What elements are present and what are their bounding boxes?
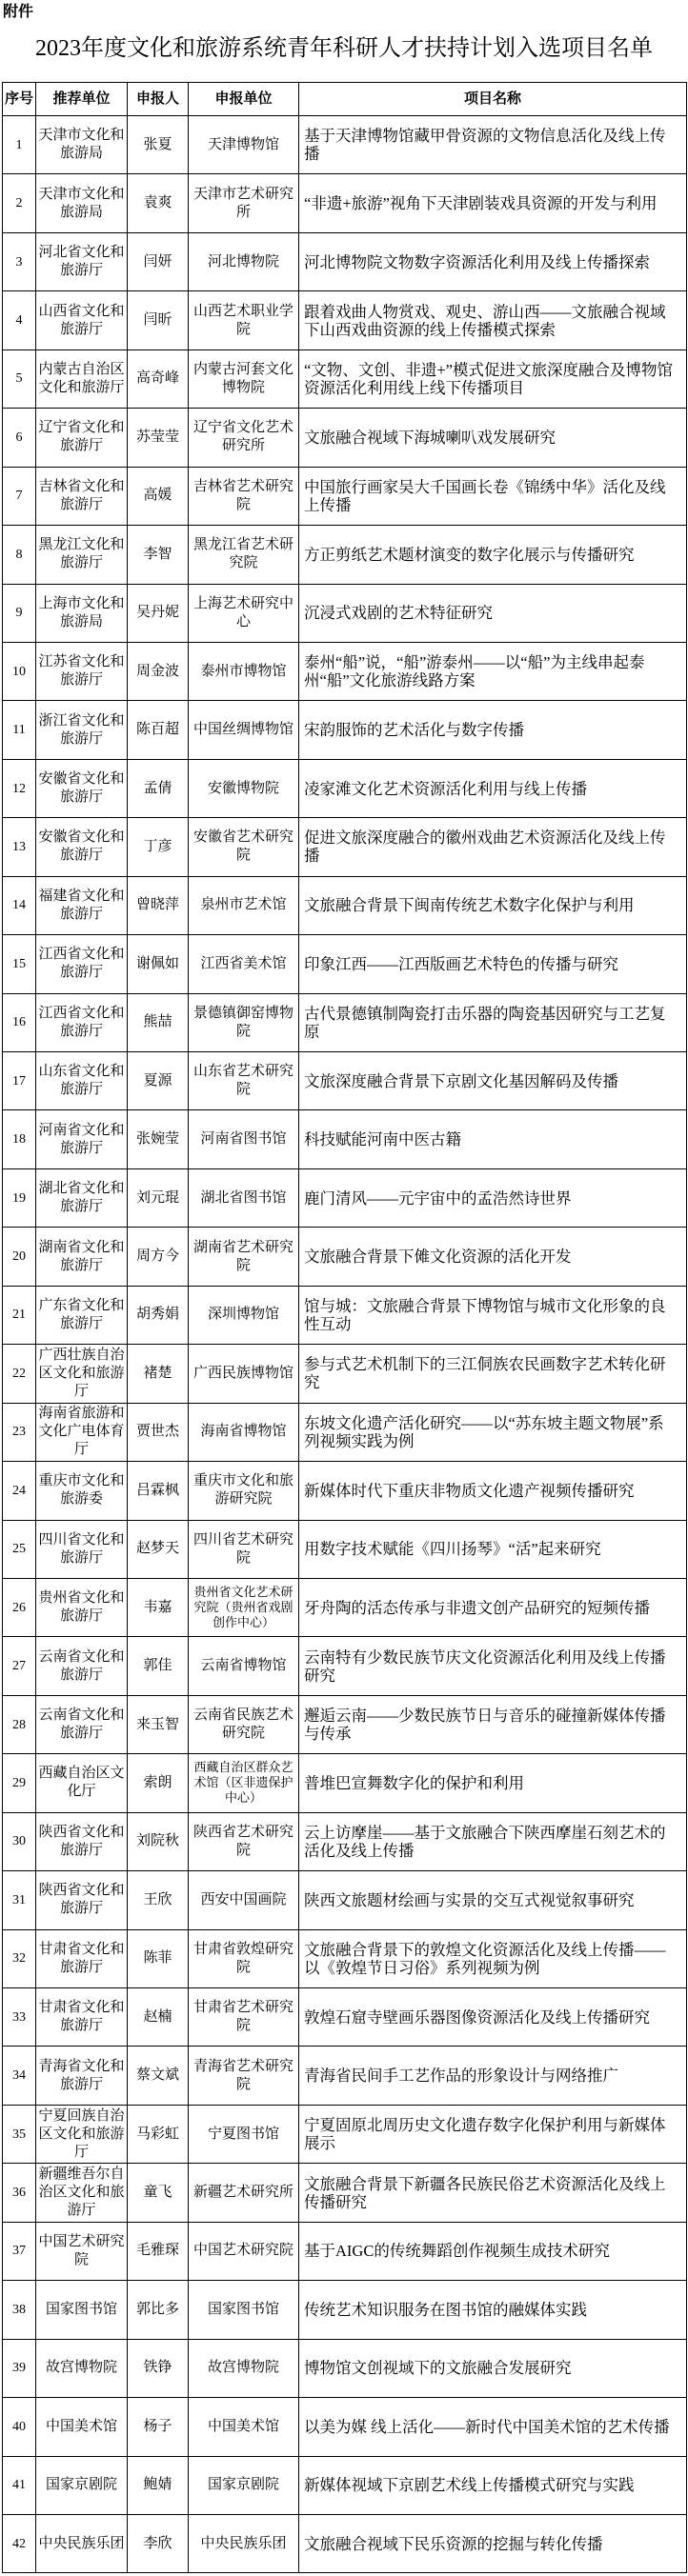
recommender-cell: 湖南省文化和旅游厅 [36, 1228, 128, 1286]
recommender-cell: 辽宁省文化和旅游厅 [36, 409, 128, 467]
applicant-cell: 刘元琨 [128, 1169, 189, 1228]
table-row [3, 2047, 687, 2105]
table-row [3, 1521, 687, 1579]
project-name-cell: 跟着戏曲人物赏戏、观史、游山西——文旅融合视域下山西戏曲资源的线上传播模式探索 [299, 291, 687, 349]
index-cell: 11 [3, 701, 36, 759]
applicant-cell: 杨子 [128, 2398, 189, 2456]
index-cell: 15 [3, 935, 36, 993]
applicant-unit-cell: 天津博物馆 [189, 116, 299, 174]
recommender-cell: 湖北省文化和旅游厅 [36, 1169, 128, 1228]
index-cell: 18 [3, 1110, 36, 1168]
project-name-cell: 馆与城：文旅融合背景下博物馆与城市文化形象的良性互动 [299, 1287, 687, 1345]
recommender-cell: 海南省旅游和文化广电体育厅 [36, 1404, 128, 1462]
recommender-cell: 河北省文化和旅游厅 [36, 233, 128, 291]
table-row [3, 2398, 687, 2456]
recommender-cell: 贵州省文化和旅游厅 [36, 1579, 128, 1637]
table-row [3, 1754, 687, 1812]
recommender-cell: 山西省文化和旅游厅 [36, 291, 128, 349]
applicant-cell: 郭比多 [128, 2281, 189, 2339]
index-cell: 40 [3, 2398, 36, 2456]
applicant-unit-cell: 国家图书馆 [189, 2281, 299, 2339]
applicant-cell: 夏源 [128, 1052, 189, 1110]
applicant-cell: 张夏 [128, 116, 189, 174]
recommender-cell: 中国美术馆 [36, 2398, 128, 2456]
table-row [3, 1813, 687, 1871]
table-row [3, 1988, 687, 2047]
project-name-cell: 凌家滩文化艺术资源活化利用与线上传播 [299, 760, 687, 818]
applicant-cell: 来玉智 [128, 1696, 189, 1754]
recommender-cell: 国家图书馆 [36, 2281, 128, 2339]
project-name-cell: 文旅深度融合背景下京剧文化基因解码及传播 [299, 1052, 687, 1110]
applicant-unit-cell: 西安中国画院 [189, 1871, 299, 1929]
recommender-cell: 宁夏回族自治区文化和旅游厅 [36, 2106, 128, 2164]
applicant-unit-cell: 内蒙古河套文化博物院 [189, 350, 299, 409]
project-name-cell: 博物馆文创视域下的文旅融合发展研究 [299, 2340, 687, 2398]
project-name-cell: 河北博物院文物数字资源活化利用及线上传播探索 [299, 233, 687, 291]
table-row [3, 2340, 687, 2398]
project-name-cell: 陕西文旅题材绘画与实景的交互式视觉叙事研究 [299, 1871, 687, 1929]
table-row [3, 1404, 687, 1462]
index-cell: 32 [3, 1930, 36, 1988]
index-cell: 2 [3, 174, 36, 232]
applicant-cell: 李欣 [128, 2515, 189, 2573]
table-row [3, 935, 687, 993]
applicant-unit-cell: 西藏自治区群众艺术馆（区非遗保护中心） [189, 1754, 299, 1812]
applicant-cell: 铁铮 [128, 2340, 189, 2398]
project-name-cell: 方正剪纸艺术题材演变的数字化展示与传播研究 [299, 526, 687, 584]
project-name-cell: 传统艺术知识服务在图书馆的融媒体实践 [299, 2281, 687, 2339]
applicant-cell: 周金波 [128, 643, 189, 701]
applicant-cell: 闫妍 [128, 233, 189, 291]
applicant-unit-cell: 贵州省文化艺术研究院（贵州省戏剧创作中心） [189, 1579, 299, 1637]
index-cell: 12 [3, 760, 36, 818]
applicant-unit-cell: 安徽博物院 [189, 760, 299, 818]
header-cell-applicant: 申报人 [128, 83, 189, 116]
recommender-cell: 云南省文化和旅游厅 [36, 1637, 128, 1695]
applicant-cell: 高媛 [128, 468, 189, 526]
table-row [3, 1871, 687, 1929]
index-cell: 22 [3, 1345, 36, 1403]
header-cell-index: 序号 [3, 83, 36, 116]
index-cell: 33 [3, 1988, 36, 2047]
applicant-cell: 吴丹妮 [128, 585, 189, 643]
header-cell-recommender: 推荐单位 [36, 83, 128, 116]
applicant-unit-cell: 新疆艺术研究所 [189, 2164, 299, 2222]
applicant-unit-cell: 山西艺术职业学院 [189, 291, 299, 349]
table-row [3, 291, 687, 349]
index-cell: 4 [3, 291, 36, 349]
applicant-unit-cell: 深圳博物馆 [189, 1287, 299, 1345]
applicant-unit-cell: 四川省艺术研究院 [189, 1521, 299, 1579]
project-name-cell: 文旅融合背景下新疆各民族民俗艺术资源活化及线上传播研究 [299, 2164, 687, 2222]
recommender-cell: 江苏省文化和旅游厅 [36, 643, 128, 701]
project-name-cell: 促进文旅深度融合的徽州戏曲艺术资源活化及线上传播 [299, 818, 687, 876]
table-row [3, 1462, 687, 1520]
index-cell: 7 [3, 468, 36, 526]
recommender-cell: 青海省文化和旅游厅 [36, 2047, 128, 2105]
project-name-cell: 用数字技术赋能《四川扬琴》“活”起来研究 [299, 1521, 687, 1579]
index-cell: 24 [3, 1462, 36, 1520]
applicant-cell: 周方今 [128, 1228, 189, 1286]
applicant-cell: 曾晓萍 [128, 877, 189, 935]
table-row [3, 350, 687, 409]
applicant-unit-cell: 重庆市文化和旅游研究院 [189, 1462, 299, 1520]
applicant-cell: 张婉莹 [128, 1110, 189, 1168]
index-cell: 1 [3, 116, 36, 174]
applicant-cell: 贾世杰 [128, 1404, 189, 1462]
applicant-cell: 孟倩 [128, 760, 189, 818]
project-name-cell: 印象江西——江西版画艺术特色的传播与研究 [299, 935, 687, 993]
table-row [3, 1169, 687, 1228]
applicant-unit-cell: 宁夏图书馆 [189, 2106, 299, 2164]
index-cell: 30 [3, 1813, 36, 1871]
table-row [3, 818, 687, 876]
table-row [3, 116, 687, 174]
project-name-cell: 科技赋能河南中医古籍 [299, 1110, 687, 1168]
recommender-cell: 国家京剧院 [36, 2457, 128, 2515]
table-row [3, 2164, 687, 2222]
header-cell-project-name: 项目名称 [299, 83, 687, 116]
applicant-cell: 褚楚 [128, 1345, 189, 1403]
project-name-cell: 云南特有少数民族节庆文化资源活化利用及线上传播研究 [299, 1637, 687, 1695]
project-name-cell: 中国旅行画家吴大千国画长卷《锦绣中华》活化及线上传播 [299, 468, 687, 526]
applicant-cell: 陈百超 [128, 701, 189, 759]
table-row [3, 1930, 687, 1988]
applicant-unit-cell: 泉州市艺术馆 [189, 877, 299, 935]
recommender-cell: 甘肃省文化和旅游厅 [36, 1988, 128, 2047]
applicant-cell: 索朗 [128, 1754, 189, 1812]
recommender-cell: 黑龙江文化和旅游厅 [36, 526, 128, 584]
project-name-cell: 宁夏固原北周历史文化遗存数字化保护利用与新媒体展示 [299, 2106, 687, 2164]
table-body [3, 116, 687, 2573]
index-cell: 36 [3, 2164, 36, 2222]
table-row [3, 1228, 687, 1286]
index-cell: 28 [3, 1696, 36, 1754]
table-row [3, 1052, 687, 1110]
applicant-unit-cell: 中国丝绸博物馆 [189, 701, 299, 759]
applicant-cell: 袁爽 [128, 174, 189, 232]
applicant-unit-cell: 安徽省艺术研究院 [189, 818, 299, 876]
recommender-cell: 安徽省文化和旅游厅 [36, 760, 128, 818]
project-name-cell: 新媒体视域下京剧艺术线上传播模式研究与实践 [299, 2457, 687, 2515]
applicant-cell: 马彩虹 [128, 2106, 189, 2164]
table-row [3, 1579, 687, 1637]
index-cell: 13 [3, 818, 36, 876]
applicant-cell: 熊喆 [128, 994, 189, 1052]
project-name-cell: 基于AIGC的传统舞蹈创作视频生成技术研究 [299, 2223, 687, 2281]
applicant-cell: 郭佳 [128, 1637, 189, 1695]
project-name-cell: “文物、文创、非遗+”模式促进文旅深度融合及博物馆资源活化利用线上线下传播项目 [299, 350, 687, 409]
table-row [3, 877, 687, 935]
index-cell: 42 [3, 2515, 36, 2573]
project-name-cell: 泰州“船”说，“船”游泰州——以“船”为主线串起泰州“船”文化旅游线路方案 [299, 643, 687, 701]
applicant-unit-cell: 江西省美术馆 [189, 935, 299, 993]
recommender-cell: 广西壮族自治区文化和旅游厅 [36, 1345, 128, 1403]
recommender-cell: 广东省文化和旅游厅 [36, 1287, 128, 1345]
project-name-cell: 云上访摩崖——基于文旅融合下陕西摩崖石刻艺术的活化及线上传播 [299, 1813, 687, 1871]
applicant-unit-cell: 景德镇御窑博物院 [189, 994, 299, 1052]
index-cell: 39 [3, 2340, 36, 2398]
index-cell: 19 [3, 1169, 36, 1228]
table-row [3, 585, 687, 643]
project-name-cell: 文旅融合视域下海城喇叭戏发展研究 [299, 409, 687, 467]
applicant-cell: 韦嘉 [128, 1579, 189, 1637]
table-header [3, 83, 687, 116]
recommender-cell: 陕西省文化和旅游厅 [36, 1813, 128, 1871]
applicant-cell: 王欣 [128, 1871, 189, 1929]
project-name-cell: 文旅融合背景下的敦煌文化资源活化及线上传播——以《敦煌节日习俗》系列视频为例 [299, 1930, 687, 1988]
project-name-cell: 沉浸式戏剧的艺术特征研究 [299, 585, 687, 643]
project-name-cell: 邂逅云南——少数民族节日与音乐的碰撞新媒体传播与传承 [299, 1696, 687, 1754]
project-name-cell: 普堆巴宣舞数字化的保护和利用 [299, 1754, 687, 1812]
project-name-cell: 新媒体时代下重庆非物质文化遗产视频传播研究 [299, 1462, 687, 1520]
applicant-cell: 赵梦天 [128, 1521, 189, 1579]
index-cell: 8 [3, 526, 36, 584]
recommender-cell: 天津市文化和旅游局 [36, 174, 128, 232]
recommender-cell: 山东省文化和旅游厅 [36, 1052, 128, 1110]
applicant-unit-cell: 吉林省艺术研究院 [189, 468, 299, 526]
applicant-unit-cell: 山东省艺术研究院 [189, 1052, 299, 1110]
recommender-cell: 西藏自治区文化厅 [36, 1754, 128, 1812]
index-cell: 41 [3, 2457, 36, 2515]
applicant-cell: 童飞 [128, 2164, 189, 2222]
table-row [3, 409, 687, 467]
index-cell: 38 [3, 2281, 36, 2339]
index-cell: 3 [3, 233, 36, 291]
project-name-cell: 文旅融合视域下民乐资源的挖掘与转化传播 [299, 2515, 687, 2573]
recommender-cell: 上海市文化和旅游局 [36, 585, 128, 643]
table-row [3, 1345, 687, 1403]
applicant-cell: 鲍婧 [128, 2457, 189, 2515]
applicant-cell: 赵楠 [128, 1988, 189, 2047]
table-row [3, 643, 687, 701]
project-name-cell: 牙舟陶的活态传承与非遗文创产品研究的短频传播 [299, 1579, 687, 1637]
recommender-cell: 天津市文化和旅游局 [36, 116, 128, 174]
applicant-unit-cell: 河南省图书馆 [189, 1110, 299, 1168]
recommender-cell: 福建省文化和旅游厅 [36, 877, 128, 935]
table-row [3, 2515, 687, 2573]
applicant-cell: 胡秀娟 [128, 1287, 189, 1345]
applicant-unit-cell: 中国美术馆 [189, 2398, 299, 2456]
table-row [3, 2223, 687, 2281]
applicant-unit-cell: 云南省博物馆 [189, 1637, 299, 1695]
recommender-cell: 吉林省文化和旅游厅 [36, 468, 128, 526]
applicant-unit-cell: 甘肃省敦煌研究院 [189, 1930, 299, 1988]
table-row [3, 1287, 687, 1345]
attachment-label: 附件 [3, 4, 34, 20]
applicant-unit-cell: 辽宁省文化艺术研究所 [189, 409, 299, 467]
applicant-unit-cell: 中国艺术研究院 [189, 2223, 299, 2281]
applicant-unit-cell: 上海艺术研究中心 [189, 585, 299, 643]
project-name-cell: 基于天津博物馆藏甲骨资源的文物信息活化及线上传播 [299, 116, 687, 174]
table-row [3, 2281, 687, 2339]
applicant-unit-cell: 天津市艺术研究所 [189, 174, 299, 232]
applicant-cell: 毛雅琛 [128, 2223, 189, 2281]
table-row [3, 174, 687, 232]
table-row [3, 701, 687, 759]
index-cell: 29 [3, 1754, 36, 1812]
recommender-cell: 陕西省文化和旅游厅 [36, 1871, 128, 1929]
applicant-unit-cell: 甘肃省艺术研究院 [189, 1988, 299, 2047]
recommender-cell: 中央民族乐团 [36, 2515, 128, 2573]
recommender-cell: 四川省文化和旅游厅 [36, 1521, 128, 1579]
table-row [3, 994, 687, 1052]
project-name-cell: 宋韵服饰的艺术活化与数字传播 [299, 701, 687, 759]
project-name-cell: 古代景德镇制陶瓷打击乐器的陶瓷基因研究与工艺复原 [299, 994, 687, 1052]
table-row [3, 526, 687, 584]
table-row [3, 2457, 687, 2515]
applicant-unit-cell: 广西民族博物馆 [189, 1345, 299, 1403]
applicant-unit-cell: 云南省民族艺术研究院 [189, 1696, 299, 1754]
index-cell: 16 [3, 994, 36, 1052]
table-row [3, 1696, 687, 1754]
index-cell: 5 [3, 350, 36, 409]
applicant-unit-cell: 海南省博物馆 [189, 1404, 299, 1462]
applicant-unit-cell: 陕西省艺术研究院 [189, 1813, 299, 1871]
index-cell: 25 [3, 1521, 36, 1579]
index-cell: 35 [3, 2106, 36, 2164]
applicant-unit-cell: 湖南省艺术研究院 [189, 1228, 299, 1286]
applicant-unit-cell: 故宫博物院 [189, 2340, 299, 2398]
index-cell: 20 [3, 1228, 36, 1286]
applicant-cell: 吕霖枫 [128, 1462, 189, 1520]
project-name-cell: “非遗+旅游”视角下天津剧装戏具资源的开发与利用 [299, 174, 687, 232]
applicant-cell: 高奇峰 [128, 350, 189, 409]
applicant-unit-cell: 泰州市博物馆 [189, 643, 299, 701]
index-cell: 23 [3, 1404, 36, 1462]
project-name-cell: 鹿门清风——元宇宙中的孟浩然诗世界 [299, 1169, 687, 1228]
table-row [3, 1637, 687, 1695]
project-name-cell: 敦煌石窟寺壁画乐器图像资源活化及线上传播研究 [299, 1988, 687, 2047]
recommender-cell: 河南省文化和旅游厅 [36, 1110, 128, 1168]
table-row [3, 468, 687, 526]
recommender-cell: 重庆市文化和旅游委 [36, 1462, 128, 1520]
index-cell: 21 [3, 1287, 36, 1345]
index-cell: 17 [3, 1052, 36, 1110]
applicant-unit-cell: 黑龙江省艺术研究院 [189, 526, 299, 584]
project-name-cell: 参与式艺术机制下的三江侗族农民画数字艺术转化研究 [299, 1345, 687, 1403]
applicant-unit-cell: 青海省艺术研究院 [189, 2047, 299, 2105]
index-cell: 27 [3, 1637, 36, 1695]
recommender-cell: 新疆维吾尔自治区文化和旅游厅 [36, 2164, 128, 2222]
applicant-unit-cell: 河北博物院 [189, 233, 299, 291]
project-table [2, 82, 687, 2573]
applicant-cell: 蔡文斌 [128, 2047, 189, 2105]
recommender-cell: 江西省文化和旅游厅 [36, 935, 128, 993]
project-name-cell: 东坡文化遗产活化研究——以“苏东坡主题文物展”系列视频实践为例 [299, 1404, 687, 1462]
applicant-cell: 李智 [128, 526, 189, 584]
applicant-cell: 陈菲 [128, 1930, 189, 1988]
recommender-cell: 中国艺术研究院 [36, 2223, 128, 2281]
recommender-cell: 浙江省文化和旅游厅 [36, 701, 128, 759]
recommender-cell: 内蒙古自治区文化和旅游厅 [36, 350, 128, 409]
recommender-cell: 云南省文化和旅游厅 [36, 1696, 128, 1754]
table-row [3, 1110, 687, 1168]
applicant-cell: 谢佩如 [128, 935, 189, 993]
applicant-cell: 苏莹莹 [128, 409, 189, 467]
index-cell: 6 [3, 409, 36, 467]
header-cell-applicant-unit: 申报单位 [189, 83, 299, 116]
table-row [3, 760, 687, 818]
recommender-cell: 江西省文化和旅游厅 [36, 994, 128, 1052]
index-cell: 9 [3, 585, 36, 643]
index-cell: 10 [3, 643, 36, 701]
index-cell: 14 [3, 877, 36, 935]
recommender-cell: 安徽省文化和旅游厅 [36, 818, 128, 876]
applicant-unit-cell: 湖北省图书馆 [189, 1169, 299, 1228]
project-name-cell: 文旅融合背景下闽南传统艺术数字化保护与利用 [299, 877, 687, 935]
applicant-cell: 闫昕 [128, 291, 189, 349]
table-row [3, 233, 687, 291]
applicant-unit-cell: 国家京剧院 [189, 2457, 299, 2515]
index-cell: 26 [3, 1579, 36, 1637]
page-title: 2023年度文化和旅游系统青年科研人才扶持计划入选项目名单 [35, 36, 653, 61]
index-cell: 34 [3, 2047, 36, 2105]
recommender-cell: 故宫博物院 [36, 2340, 128, 2398]
applicant-unit-cell: 中央民族乐团 [189, 2515, 299, 2573]
project-name-cell: 以美为媒 线上活化——新时代中国美术馆的艺术传播 [299, 2398, 687, 2456]
index-cell: 31 [3, 1871, 36, 1929]
project-name-cell: 文旅融合背景下傩文化资源的活化开发 [299, 1228, 687, 1286]
recommender-cell: 甘肃省文化和旅游厅 [36, 1930, 128, 1988]
applicant-cell: 刘院秋 [128, 1813, 189, 1871]
applicant-cell: 丁彦 [128, 818, 189, 876]
project-name-cell: 青海省民间手工艺作品的形象设计与网络推广 [299, 2047, 687, 2105]
table-row [3, 2106, 687, 2164]
index-cell: 37 [3, 2223, 36, 2281]
